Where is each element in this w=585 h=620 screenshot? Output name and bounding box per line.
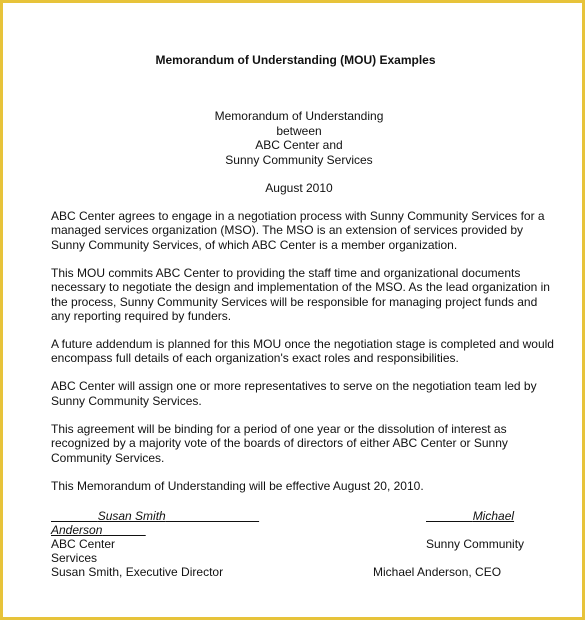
memo-title-block [3, 109, 585, 168]
right-name-title: Michael Anderson, CEO [373, 565, 502, 579]
memo-body [51, 209, 556, 507]
memo-title-line: between [276, 123, 322, 138]
memo-paragraph: ABC Center agrees to engage in a negotiation process with Sunny Community Services for a managed services organization (MSO). The MSO is an extension of services provided by Sunny Community Services, of which ABC Center is a member organization. [51, 209, 545, 252]
left-name-title: Susan Smith, Executive Director [51, 565, 224, 579]
memo-paragraph: This agreement will be binding for a period of one year or the dissolution of interest as recognized by a majority vote of the boards of directors of either ABC Center or Sunny Community Services. [51, 421, 508, 465]
memo-paragraph: A future addendum is planned for this MOU once the negotiation stage is completed and would encompass full details of each organization's exact roles and responsibilities. [51, 337, 554, 366]
left-signature-line [51, 509, 259, 523]
memo-date: August 2010 [265, 181, 333, 195]
left-signature-line-2 [51, 523, 146, 537]
document-heading: Memorandum of Understanding (MOU) Examples [155, 53, 436, 67]
memo-paragraph: ABC Center will assign one or more representatives to serve on the negotiation team led by Sunny Community Services. [51, 379, 537, 408]
right-signature-line [426, 509, 514, 523]
memo-paragraph: This Memorandum of Understanding will be effective August 20, 2010. [51, 478, 424, 493]
left-signed-name: Susan Smith [97, 509, 166, 523]
memo-paragraph: This MOU commits ABC Center to providing the staff time and organizational documents necessary to negotiate the design and implementation of the MSO. As the lead organization in the process, Sunny Community Services will be responsible for managing project funds and any reporting required by funders. [51, 265, 550, 324]
left-org: ABC Center [51, 537, 116, 551]
left-org-cont: Services [51, 551, 98, 565]
right-org: Sunny Community [426, 537, 525, 551]
memo-title-line: Memorandum of Understanding [214, 109, 384, 123]
memo-title-line: Sunny Community Services [225, 153, 373, 168]
right-signed-name: Michael [472, 509, 515, 523]
memo-title-line: ABC Center and [255, 138, 343, 153]
left-signed-name-cont: Anderson [51, 523, 103, 537]
